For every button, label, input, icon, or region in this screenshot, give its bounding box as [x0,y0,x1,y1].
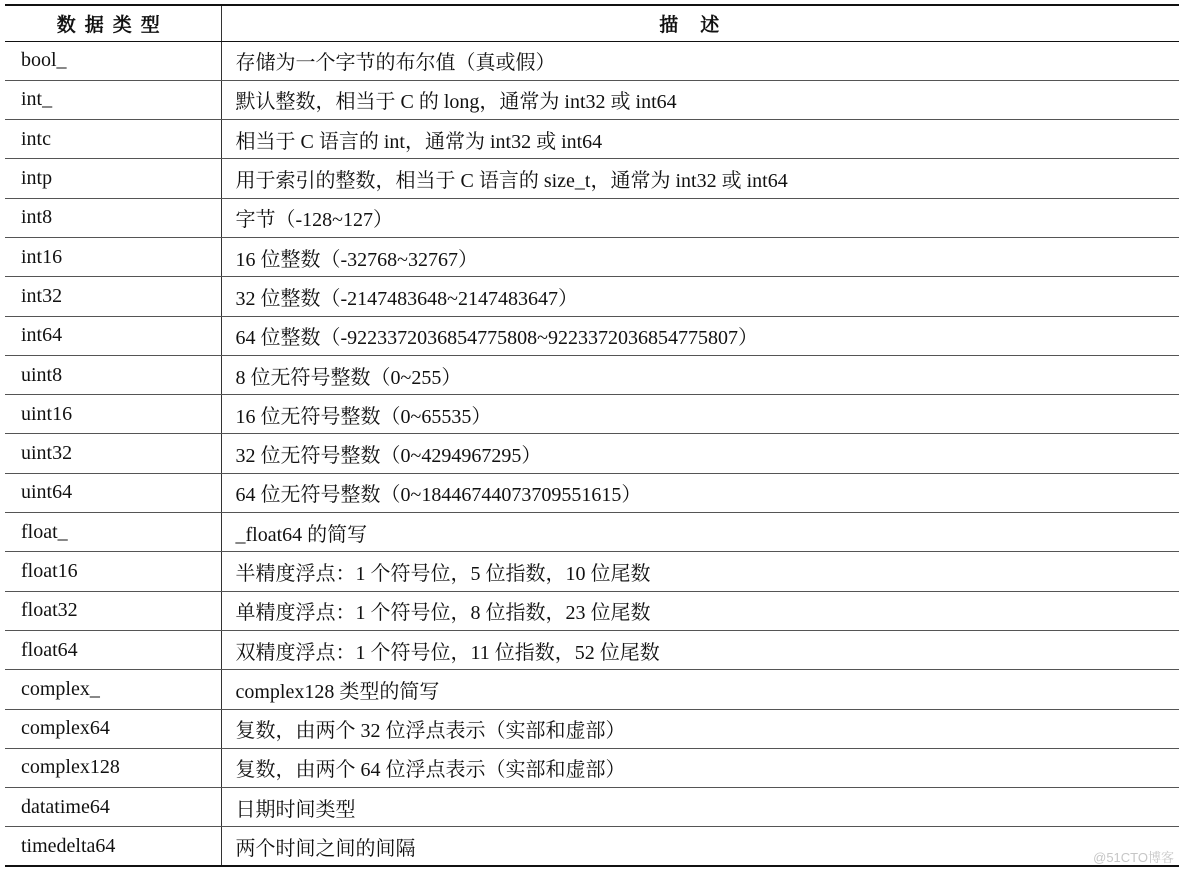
data-type-cell: int16 [5,237,221,276]
data-type-cell: float32 [5,591,221,630]
description-cell: 字节（-128~127） [221,198,1179,237]
data-type-cell: float64 [5,630,221,669]
description-cell: 两个时间之间的间隔 [221,827,1179,866]
table-header-row [5,5,1179,41]
header-description: 描述 [221,5,1179,41]
table-row [5,237,1179,276]
description-cell: 32 位无符号整数（0~4294967295） [221,434,1179,473]
description-cell: 16 位整数（-32768~32767） [221,237,1179,276]
watermark: @51CTO博客 [1093,850,1174,865]
description-cell: 相当于 C 语言的 int，通常为 int32 或 int64 [221,120,1179,159]
table-row [5,120,1179,159]
description-cell: 64 位整数（-9223372036854775808~9223372036854775807） [221,316,1179,355]
description-cell: 32 位整数（-2147483648~2147483647） [221,277,1179,316]
description-cell: 存储为一个字节的布尔值（真或假） [221,41,1179,80]
description-cell: complex128 类型的简写 [221,670,1179,709]
data-type-cell: int64 [5,316,221,355]
table-row [5,473,1179,512]
data-types-table [5,4,1179,867]
description-cell: 单精度浮点：1 个符号位，8 位指数，23 位尾数 [221,591,1179,630]
description-cell: 8 位无符号整数（0~255） [221,355,1179,394]
data-type-cell: bool_ [5,41,221,80]
description-cell: 默认整数，相当于 C 的 long，通常为 int32 或 int64 [221,80,1179,119]
table-row [5,434,1179,473]
table-row [5,41,1179,80]
data-type-cell: uint64 [5,473,221,512]
description-cell: _float64 的简写 [221,513,1179,552]
table-row [5,198,1179,237]
table-row [5,591,1179,630]
table-row [5,827,1179,866]
table-row [5,513,1179,552]
description-cell: 双精度浮点：1 个符号位，11 位指数，52 位尾数 [221,630,1179,669]
table-row [5,748,1179,787]
data-type-cell: float16 [5,552,221,591]
data-type-cell: uint32 [5,434,221,473]
table-row [5,395,1179,434]
data-type-cell: int8 [5,198,221,237]
data-type-cell: intp [5,159,221,198]
description-cell: 复数，由两个 32 位浮点表示（实部和虚部） [221,709,1179,748]
table-row [5,552,1179,591]
data-type-cell: datatime64 [5,788,221,827]
data-type-cell: uint8 [5,355,221,394]
header-data-type: 数据类型 [5,5,221,41]
table-row [5,670,1179,709]
description-cell: 日期时间类型 [221,788,1179,827]
data-type-cell: int_ [5,80,221,119]
data-type-cell: complex128 [5,748,221,787]
data-type-cell: int32 [5,277,221,316]
table-row [5,159,1179,198]
data-type-cell: uint16 [5,395,221,434]
table-row [5,788,1179,827]
table-row [5,316,1179,355]
data-type-cell: intc [5,120,221,159]
table-row [5,277,1179,316]
description-cell: 用于索引的整数，相当于 C 语言的 size_t，通常为 int32 或 int64 [221,159,1179,198]
data-type-cell: float_ [5,513,221,552]
table-row [5,709,1179,748]
description-cell: 半精度浮点：1 个符号位，5 位指数，10 位尾数 [221,552,1179,591]
data-type-cell: timedelta64 [5,827,221,866]
data-type-cell: complex_ [5,670,221,709]
description-cell: 64 位无符号整数（0~18446744073709551615） [221,473,1179,512]
table-row [5,80,1179,119]
data-type-cell: complex64 [5,709,221,748]
table-row [5,630,1179,669]
description-cell: 复数，由两个 64 位浮点表示（实部和虚部） [221,748,1179,787]
description-cell: 16 位无符号整数（0~65535） [221,395,1179,434]
table-row [5,355,1179,394]
